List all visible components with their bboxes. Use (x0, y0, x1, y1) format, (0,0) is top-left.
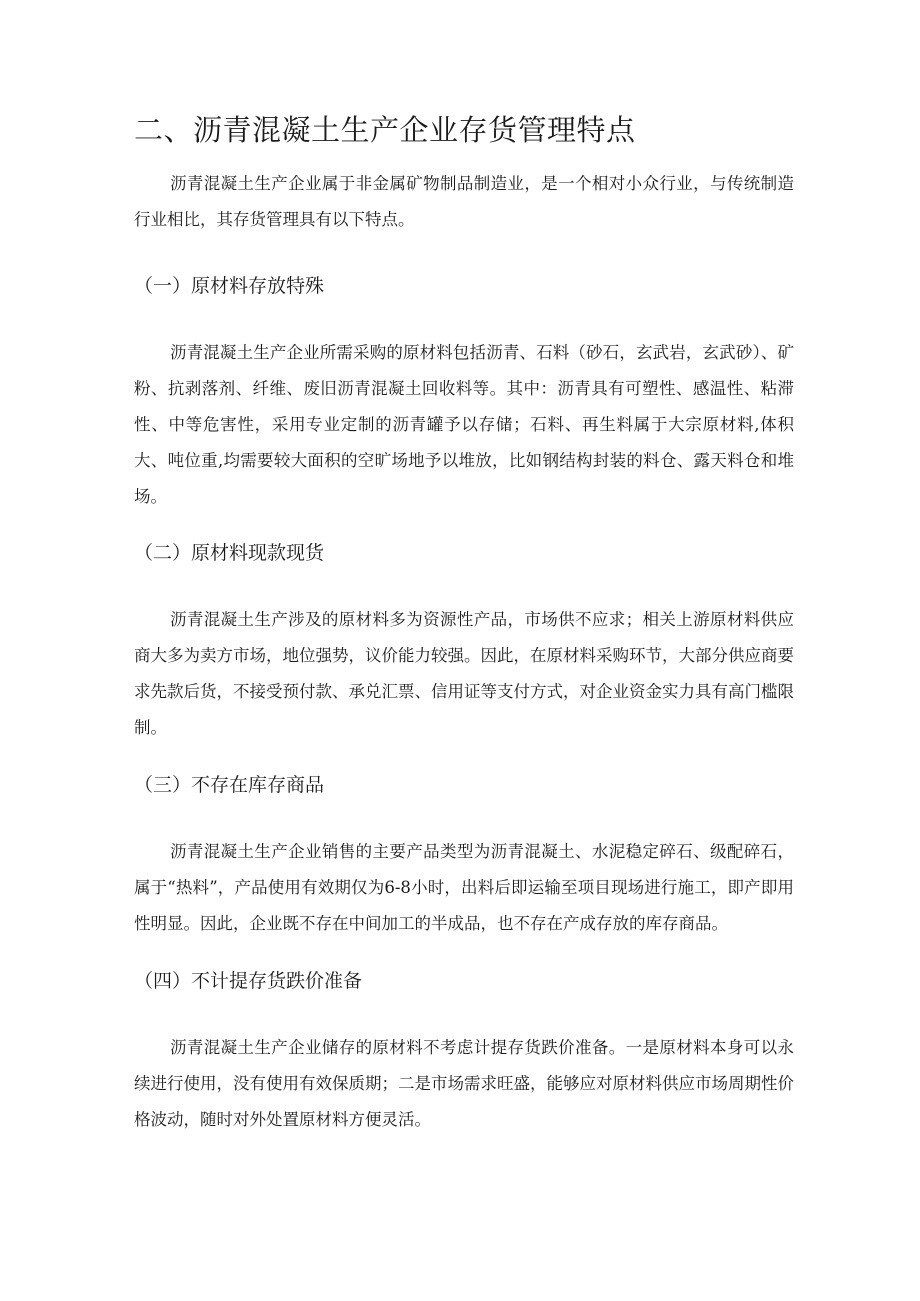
section-raw-material-storage (134, 271, 794, 515)
section-paragraph: 沥青混凝土生产企业所需采购的原材料包括沥青、石料（砂石，玄武岩，玄武砂）、矿粉、抗剥落剂、纤维、废旧沥青混凝土回收料等。其中：沥青具有可塑性、感温性、粘滞性、中等危害性，采用专业定制的沥青罐予以存储；石料、再生料属于大宗原材料,体积大、吨位重,均需要较大面积的空旷场地予以堆放，比如钢结构封装的料仓、露天料仓和堆场。 (134, 343, 794, 506)
section-paragraph: 沥青混凝土生产涉及的原材料多为资源性产品，市场供不应求；相关上游原材料供应商大多为卖方市场，地位强势，议价能力较强。因此，在原材料采购环节，大部分供应商要求先款后货，不接受预付款、承兑汇票、信用证等支付方式，对企业资金实力具有高门槛限制。 (134, 610, 794, 737)
section-no-impairment-provision (134, 966, 794, 1138)
section-heading: （一）原材料存放特殊 (134, 275, 325, 297)
section-no-inventory-goods (134, 770, 794, 942)
section-paragraph: 沥青混凝土生产企业销售的主要产品类型为沥青混凝土、水泥稳定碎石、级配碎石，属于“热料”，产品使用有效期仅为6-8小时，出料后即运输至项目现场进行施工，即产即用性明显。因此，企业既不存在中间加工的半成品，也不存在产成存放的库存商品。 (134, 842, 794, 933)
section-cash-on-delivery (134, 538, 794, 746)
section-heading: （三）不存在库存商品 (134, 774, 325, 796)
section-heading: （二）原材料现款现货 (134, 542, 325, 564)
intro-paragraph: 沥青混凝土生产企业属于非金属矿物制品制造业，是一个相对小众行业，与传统制造行业相比，其存货管理具有以下特点。 (134, 174, 794, 229)
section-paragraph: 沥青混凝土生产企业储存的原材料不考虑计提存货跌价准备。一是原材料本身可以永续进行使用，没有使用有效保质期；二是市场需求旺盛，能够应对原材料供应市场周期性价格波动，随时对外处置原材料方便灵活。 (134, 1038, 794, 1129)
section-heading: （四）不计提存货跌价准备 (134, 970, 363, 992)
intro-section (134, 166, 794, 238)
page-title: 二、沥青混凝土生产企业存货管理特点 (134, 113, 636, 147)
